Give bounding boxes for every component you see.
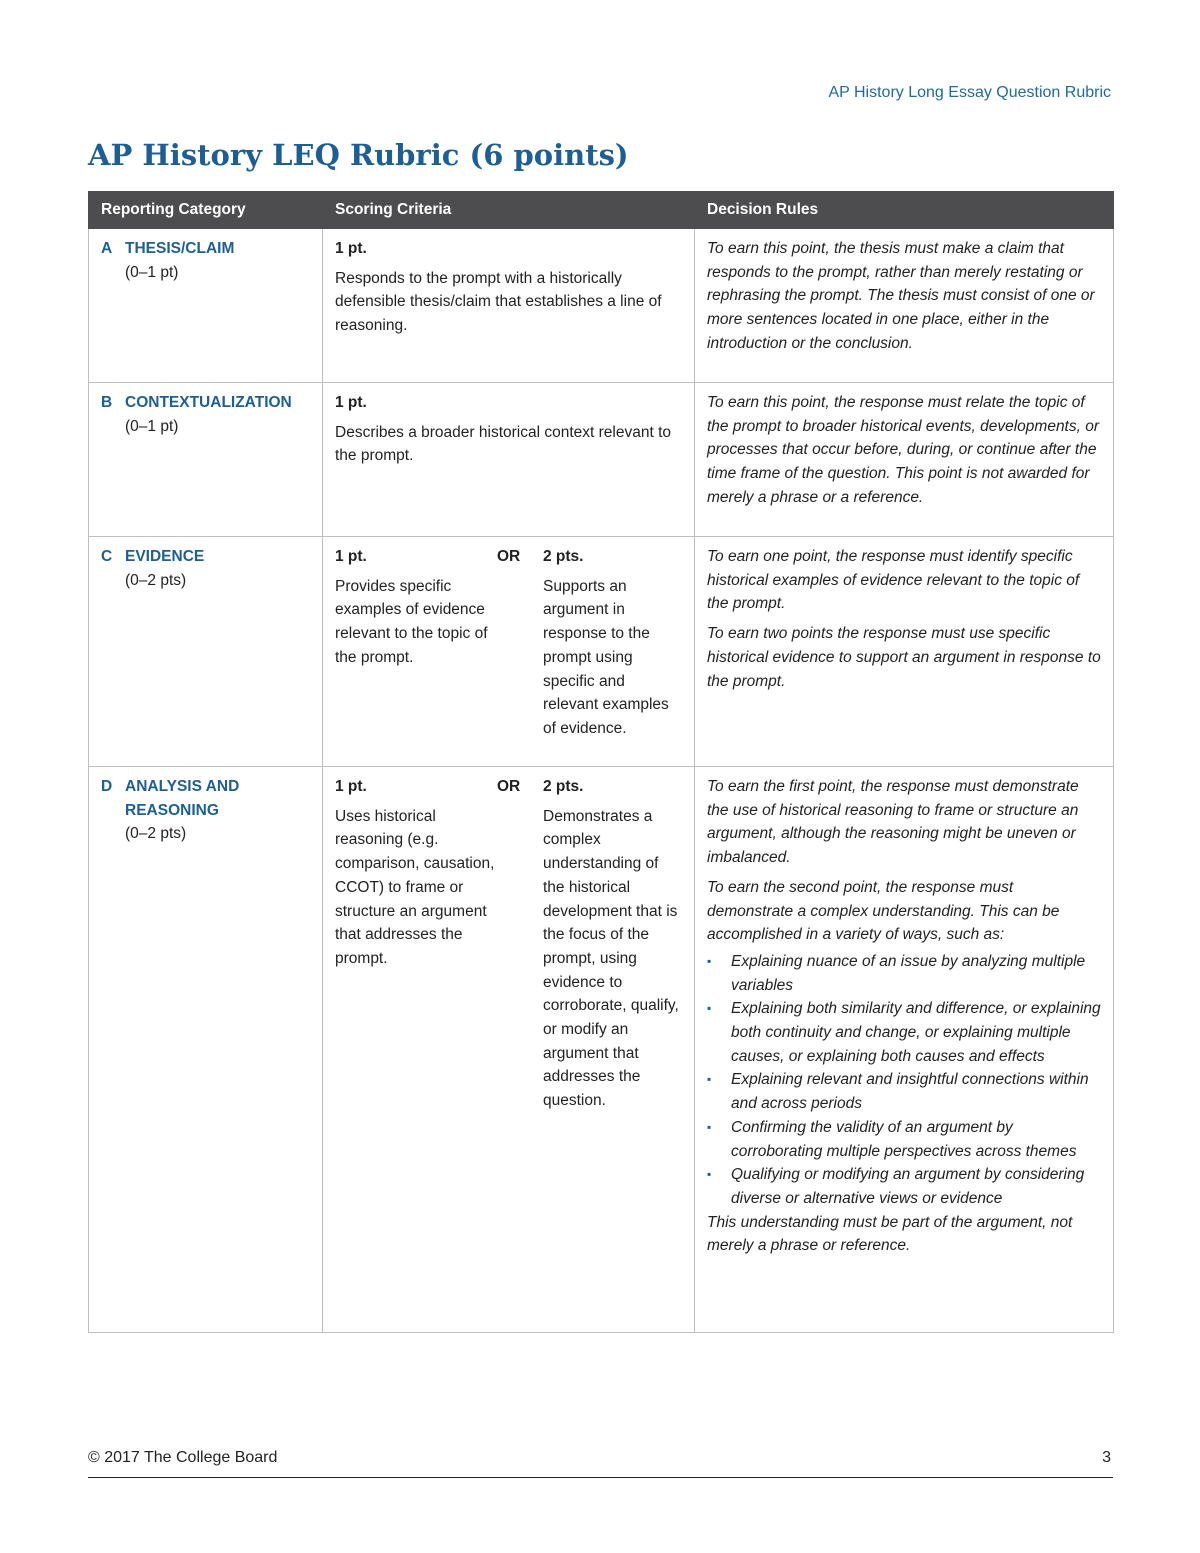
criteria-text: Supports an argument in response to the prompt using specific and relevant examples of evidence. (543, 577, 669, 737)
category-cell (89, 229, 323, 383)
square-bullet-icon: ▪ (707, 1167, 712, 1182)
square-bullet-icon: ▪ (707, 1072, 712, 1087)
criteria-text: Uses historical reasoning (e.g. comparison, causation, CCOT) to frame or structure an argument that addresses the prompt. (335, 807, 495, 967)
category-letter: B (101, 394, 113, 411)
category-cell (89, 383, 323, 537)
footer-divider (88, 1477, 1113, 1478)
points-label: 2 pts. (543, 778, 584, 795)
category-range: (0–1 pt) (125, 417, 179, 435)
rules-cell (695, 229, 1114, 383)
column-header-rules: Decision Rules (695, 192, 1114, 229)
points-label: 1 pt. (335, 240, 367, 257)
category-name: ANALYSIS AND REASONING (125, 778, 240, 819)
criteria-text: Demonstrates a complex understanding of the historical development that is the focus of the prompt, using evidence to corroborate, qualify, or modify an argument that addresses the question. (543, 807, 679, 1110)
points-label: 2 pts. (543, 548, 584, 565)
list-item-text: Explaining nuance of an issue by analyzing multiple variables (731, 952, 1086, 994)
criteria-text: Provides specific examples of evidence relevant to the topic of the prompt. (335, 577, 488, 666)
criteria-cell (323, 229, 695, 383)
square-bullet-icon: ▪ (707, 953, 712, 968)
rule-text: To earn one point, the response must identify specific historical examples of evidence relevant to the topic of the prompt. (707, 548, 1080, 613)
list-item (707, 1068, 1101, 1115)
column-header-criteria: Scoring Criteria (323, 192, 695, 229)
list-item-text: Explaining relevant and insightful connections within and across periods (731, 1071, 1089, 1113)
list-item (707, 950, 1101, 997)
points-label: 1 pt. (335, 548, 367, 565)
category-letter: C (101, 548, 113, 565)
criteria-text: Responds to the prompt with a historically defensible thesis/claim that establishes a line of reasoning. (335, 269, 662, 335)
rule-text: To earn the first point, the response must demonstrate the use of historical reasoning to frame or structure an argument, although the reasoning might be uneven or imbalanced. (707, 778, 1079, 867)
criteria-cell (323, 383, 695, 537)
column-header-category: Reporting Category (89, 192, 323, 229)
running-header: AP History Long Essay Question Rubric (828, 84, 1111, 101)
list-item-text: Qualifying or modifying an argument by considering diverse or alternative views or evidence (731, 1166, 1085, 1207)
copyright: © 2017 The College Board (88, 1449, 278, 1466)
category-letter: A (101, 240, 113, 257)
criteria-cell (323, 767, 695, 1333)
category-range: (0–2 pts) (125, 825, 187, 843)
list-item-text: Explaining both similarity and difference, or explaining both continuity and change, or explaining multiple causes, or explaining both causes and effects (731, 1000, 1101, 1065)
criteria-text: Describes a broader historical context relevant to the prompt. (335, 423, 671, 465)
list-item (707, 1116, 1101, 1163)
table-row-thesis (89, 229, 1114, 383)
list-item (707, 1163, 1101, 1210)
points-label: 1 pt. (335, 778, 367, 795)
table-row-contextualization (89, 383, 1114, 537)
category-range: (0–1 pt) (125, 263, 179, 281)
list-item (707, 997, 1101, 1068)
rule-text: To earn this point, the thesis must make a claim that responds to the prompt, rather than merely restating or rephrasing the prompt. The thesis must consist of one or more sentences located in one place, either in the introduction or the conclusion. (707, 240, 1095, 352)
closing-text: This understanding must be part of the argument, not merely a phrase or reference. (707, 1213, 1073, 1255)
rule-text: To earn the second point, the response must demonstrate a complex understanding. This can be accomplished in a variety of ways, such as: (707, 878, 1060, 944)
rule-text: To earn two points the response must use specific historical evidence to support an argument in response to the prompt. (707, 625, 1101, 690)
category-cell (89, 767, 323, 1333)
category-cell (89, 537, 323, 767)
or-label: OR (497, 778, 521, 795)
list-item-text: Confirming the validity of an argument by corroborating multiple perspectives across themes (731, 1118, 1077, 1160)
category-range: (0–2 pts) (125, 571, 187, 589)
category-name: THESIS/CLAIM (125, 240, 235, 257)
table-row-analysis (89, 767, 1114, 1333)
square-bullet-icon: ▪ (707, 1001, 712, 1016)
rubric-table (88, 191, 1114, 1333)
rules-cell (695, 383, 1114, 537)
page-title: AP History LEQ Rubric (6 points) (88, 138, 629, 172)
category-name: EVIDENCE (125, 548, 205, 565)
rules-cell (695, 767, 1114, 1333)
category-letter: D (101, 778, 113, 795)
rules-cell (695, 537, 1114, 767)
or-label: OR (497, 548, 521, 565)
complexity-list (707, 950, 1101, 1211)
page-number: 3 (1102, 1449, 1111, 1466)
rule-text: To earn this point, the response must relate the topic of the prompt to broader historical events, developments, or processes that occur before, during, or continue after the time frame of the question. This point is not awarded for merely a phrase or a reference. (707, 394, 1100, 506)
points-label: 1 pt. (335, 394, 367, 411)
square-bullet-icon: ▪ (707, 1119, 712, 1134)
table-row-evidence (89, 537, 1114, 767)
table-header-row (89, 192, 1114, 229)
criteria-cell (323, 537, 695, 767)
page-footer (88, 1449, 1113, 1467)
category-name: CONTEXTUALIZATION (125, 394, 292, 411)
